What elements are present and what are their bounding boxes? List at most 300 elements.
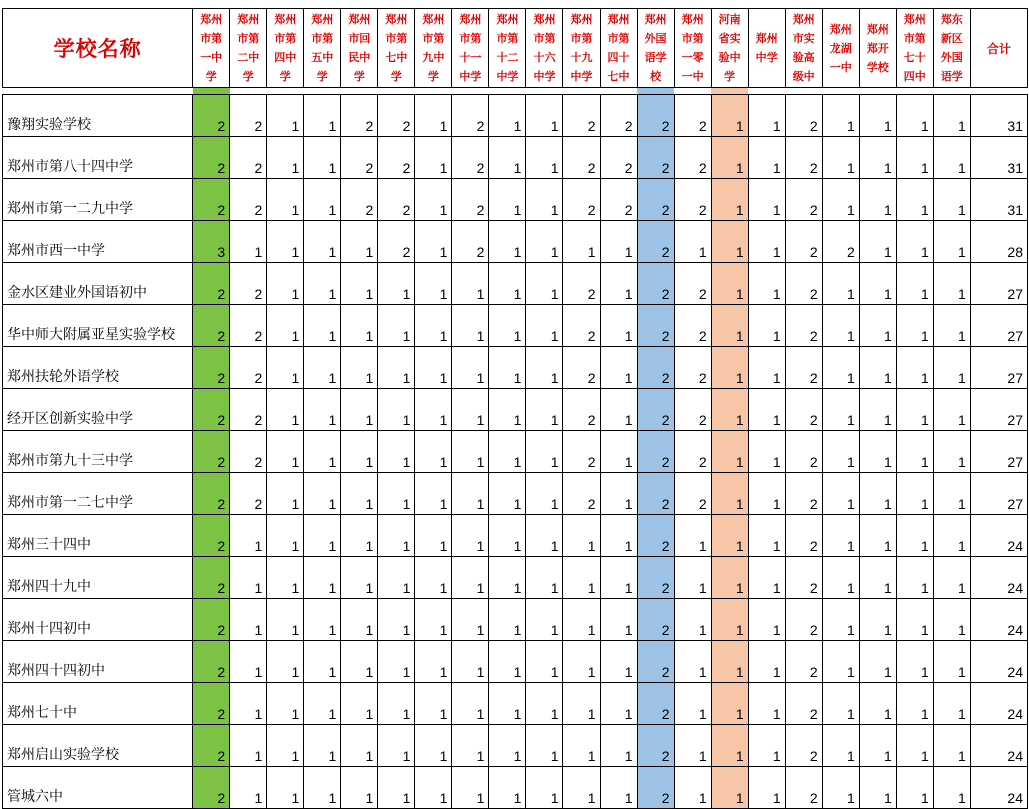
quota-cell[interactable]: 2 <box>378 179 415 221</box>
quota-cell[interactable]: 2 <box>637 683 674 725</box>
quota-cell[interactable]: 2 <box>341 179 378 221</box>
quota-cell[interactable]: 2 <box>674 137 711 179</box>
quota-cell[interactable]: 1 <box>674 557 711 599</box>
quota-cell[interactable]: 1 <box>600 263 637 305</box>
quota-cell[interactable]: 1 <box>563 599 600 641</box>
school-name-cell[interactable]: 郑州启山实验学校 <box>3 725 193 767</box>
quota-cell[interactable]: 1 <box>452 557 489 599</box>
quota-cell[interactable]: 1 <box>415 641 452 683</box>
quota-cell[interactable]: 2 <box>193 557 230 599</box>
quota-cell[interactable]: 2 <box>193 305 230 347</box>
quota-cell[interactable]: 2 <box>378 137 415 179</box>
total-column-header[interactable]: 合计 <box>970 9 1027 88</box>
quota-cell[interactable]: 2 <box>637 305 674 347</box>
quota-cell[interactable]: 2 <box>600 95 637 137</box>
quota-cell[interactable]: 1 <box>711 515 748 557</box>
quota-cell[interactable]: 1 <box>267 137 304 179</box>
quota-cell[interactable]: 1 <box>933 641 970 683</box>
quota-cell[interactable]: 2 <box>230 305 267 347</box>
quota-cell[interactable]: 2 <box>230 389 267 431</box>
quota-cell[interactable]: 1 <box>267 641 304 683</box>
quota-cell[interactable]: 1 <box>822 137 859 179</box>
quota-cell[interactable]: 1 <box>711 683 748 725</box>
quota-cell[interactable]: 1 <box>489 221 526 263</box>
quota-cell[interactable]: 2 <box>452 95 489 137</box>
quota-cell[interactable]: 1 <box>452 431 489 473</box>
quota-cell[interactable]: 1 <box>378 473 415 515</box>
quota-cell[interactable]: 1 <box>304 767 341 809</box>
quota-cell[interactable]: 2 <box>785 515 822 557</box>
quota-cell[interactable]: 1 <box>896 683 933 725</box>
quota-cell[interactable]: 1 <box>267 179 304 221</box>
quota-cell[interactable]: 1 <box>230 683 267 725</box>
quota-cell[interactable]: 1 <box>822 473 859 515</box>
quota-cell[interactable]: 1 <box>711 95 748 137</box>
quota-cell[interactable]: 2 <box>452 137 489 179</box>
total-cell[interactable]: 27 <box>970 305 1027 347</box>
quota-cell[interactable]: 1 <box>896 431 933 473</box>
quota-cell[interactable]: 1 <box>748 179 785 221</box>
quota-cell[interactable]: 1 <box>600 725 637 767</box>
quota-cell[interactable]: 1 <box>489 557 526 599</box>
school-name-cell[interactable]: 郑州四十四初中 <box>3 641 193 683</box>
quota-cell[interactable]: 1 <box>933 557 970 599</box>
quota-cell[interactable]: 2 <box>637 725 674 767</box>
quota-cell[interactable]: 1 <box>711 473 748 515</box>
quota-cell[interactable]: 2 <box>637 263 674 305</box>
column-header-school[interactable] <box>637 9 674 88</box>
quota-cell[interactable]: 1 <box>563 767 600 809</box>
column-header-school[interactable] <box>563 9 600 88</box>
quota-cell[interactable]: 2 <box>230 263 267 305</box>
quota-cell[interactable]: 1 <box>859 767 896 809</box>
quota-cell[interactable]: 1 <box>748 221 785 263</box>
quota-cell[interactable]: 2 <box>563 263 600 305</box>
quota-cell[interactable]: 1 <box>748 557 785 599</box>
quota-cell[interactable]: 2 <box>785 641 822 683</box>
quota-cell[interactable]: 1 <box>452 641 489 683</box>
quota-cell[interactable]: 1 <box>230 767 267 809</box>
quota-cell[interactable]: 1 <box>711 431 748 473</box>
quota-cell[interactable]: 2 <box>674 95 711 137</box>
quota-cell[interactable]: 2 <box>230 431 267 473</box>
quota-cell[interactable]: 1 <box>341 221 378 263</box>
quota-cell[interactable]: 1 <box>711 347 748 389</box>
school-name-cell[interactable]: 郑州市第一二九中学 <box>3 179 193 221</box>
quota-cell[interactable]: 1 <box>378 305 415 347</box>
total-cell[interactable]: 24 <box>970 557 1027 599</box>
quota-cell[interactable]: 1 <box>489 305 526 347</box>
quota-cell[interactable]: 2 <box>230 347 267 389</box>
quota-cell[interactable]: 1 <box>748 431 785 473</box>
quota-cell[interactable]: 1 <box>304 683 341 725</box>
school-name-cell[interactable]: 郑州市第九十三中学 <box>3 431 193 473</box>
quota-cell[interactable]: 2 <box>193 389 230 431</box>
quota-cell[interactable]: 1 <box>526 389 563 431</box>
quota-cell[interactable]: 1 <box>526 725 563 767</box>
quota-cell[interactable]: 1 <box>267 305 304 347</box>
column-header-school[interactable] <box>378 9 415 88</box>
quota-cell[interactable]: 1 <box>896 179 933 221</box>
column-header-school[interactable] <box>526 9 563 88</box>
quota-cell[interactable]: 1 <box>526 305 563 347</box>
quota-cell[interactable]: 2 <box>637 431 674 473</box>
quota-cell[interactable]: 2 <box>785 305 822 347</box>
quota-cell[interactable]: 1 <box>748 599 785 641</box>
quota-cell[interactable]: 1 <box>267 557 304 599</box>
quota-cell[interactable]: 1 <box>822 767 859 809</box>
quota-cell[interactable]: 1 <box>341 599 378 641</box>
quota-cell[interactable]: 1 <box>489 767 526 809</box>
quota-cell[interactable]: 1 <box>489 641 526 683</box>
quota-cell[interactable]: 2 <box>785 599 822 641</box>
quota-cell[interactable]: 1 <box>304 95 341 137</box>
quota-cell[interactable]: 2 <box>637 221 674 263</box>
quota-cell[interactable]: 1 <box>859 305 896 347</box>
quota-cell[interactable]: 1 <box>452 515 489 557</box>
quota-cell[interactable]: 2 <box>785 389 822 431</box>
quota-cell[interactable]: 1 <box>415 221 452 263</box>
quota-cell[interactable]: 1 <box>341 641 378 683</box>
quota-cell[interactable]: 1 <box>341 725 378 767</box>
quota-cell[interactable]: 2 <box>600 137 637 179</box>
quota-cell[interactable]: 1 <box>711 263 748 305</box>
quota-cell[interactable]: 1 <box>378 599 415 641</box>
quota-cell[interactable]: 1 <box>674 221 711 263</box>
quota-cell[interactable]: 1 <box>859 179 896 221</box>
quota-cell[interactable]: 1 <box>933 473 970 515</box>
quota-cell[interactable]: 1 <box>896 557 933 599</box>
quota-cell[interactable]: 1 <box>452 473 489 515</box>
quota-cell[interactable]: 1 <box>230 515 267 557</box>
quota-cell[interactable]: 1 <box>859 641 896 683</box>
total-cell[interactable]: 24 <box>970 599 1027 641</box>
quota-cell[interactable]: 1 <box>267 347 304 389</box>
school-name-cell[interactable]: 郑州七十中 <box>3 683 193 725</box>
school-name-cell[interactable]: 金水区建业外国语初中 <box>3 263 193 305</box>
quota-cell[interactable]: 1 <box>600 473 637 515</box>
quota-cell[interactable]: 2 <box>637 515 674 557</box>
quota-cell[interactable]: 1 <box>600 431 637 473</box>
quota-cell[interactable]: 2 <box>785 557 822 599</box>
quota-cell[interactable]: 1 <box>674 515 711 557</box>
quota-cell[interactable]: 1 <box>526 473 563 515</box>
quota-cell[interactable]: 1 <box>896 95 933 137</box>
quota-cell[interactable]: 2 <box>785 179 822 221</box>
quota-cell[interactable]: 1 <box>748 767 785 809</box>
quota-cell[interactable]: 2 <box>378 95 415 137</box>
quota-cell[interactable]: 2 <box>785 95 822 137</box>
school-name-cell[interactable]: 郑州四十九中 <box>3 557 193 599</box>
quota-cell[interactable]: 2 <box>637 557 674 599</box>
quota-cell[interactable]: 1 <box>711 557 748 599</box>
quota-cell[interactable]: 1 <box>933 95 970 137</box>
total-cell[interactable]: 27 <box>970 263 1027 305</box>
quota-cell[interactable]: 1 <box>304 557 341 599</box>
quota-cell[interactable]: 2 <box>563 389 600 431</box>
quota-cell[interactable]: 2 <box>563 179 600 221</box>
quota-cell[interactable]: 1 <box>267 431 304 473</box>
quota-cell[interactable]: 1 <box>378 263 415 305</box>
quota-cell[interactable]: 1 <box>489 95 526 137</box>
quota-cell[interactable]: 1 <box>711 305 748 347</box>
quota-cell[interactable]: 1 <box>896 641 933 683</box>
total-cell[interactable]: 24 <box>970 515 1027 557</box>
quota-cell[interactable]: 2 <box>600 179 637 221</box>
quota-cell[interactable]: 1 <box>415 95 452 137</box>
quota-cell[interactable]: 1 <box>711 179 748 221</box>
quota-cell[interactable]: 1 <box>748 137 785 179</box>
quota-cell[interactable]: 1 <box>304 725 341 767</box>
quota-cell[interactable]: 1 <box>304 263 341 305</box>
total-cell[interactable]: 31 <box>970 179 1027 221</box>
quota-cell[interactable]: 2 <box>637 389 674 431</box>
quota-cell[interactable]: 1 <box>896 473 933 515</box>
quota-cell[interactable]: 1 <box>933 725 970 767</box>
quota-cell[interactable]: 1 <box>822 557 859 599</box>
total-cell[interactable]: 31 <box>970 137 1027 179</box>
quota-cell[interactable]: 2 <box>822 221 859 263</box>
school-name-cell[interactable]: 郑州市第一二七中学 <box>3 473 193 515</box>
total-cell[interactable]: 28 <box>970 221 1027 263</box>
column-header-school[interactable] <box>711 9 748 88</box>
quota-cell[interactable]: 2 <box>193 137 230 179</box>
quota-cell[interactable]: 1 <box>822 389 859 431</box>
quota-cell[interactable]: 1 <box>822 263 859 305</box>
total-cell[interactable]: 31 <box>970 95 1027 137</box>
quota-cell[interactable]: 2 <box>193 641 230 683</box>
quota-cell[interactable]: 1 <box>526 263 563 305</box>
column-header-school[interactable] <box>785 9 822 88</box>
school-name-cell[interactable]: 豫翔实验学校 <box>3 95 193 137</box>
quota-cell[interactable]: 1 <box>600 515 637 557</box>
quota-cell[interactable]: 1 <box>933 599 970 641</box>
quota-cell[interactable]: 1 <box>267 599 304 641</box>
quota-cell[interactable]: 1 <box>452 347 489 389</box>
quota-cell[interactable]: 1 <box>489 389 526 431</box>
quota-cell[interactable]: 2 <box>193 263 230 305</box>
quota-cell[interactable]: 1 <box>415 557 452 599</box>
quota-cell[interactable]: 1 <box>341 515 378 557</box>
quota-cell[interactable]: 1 <box>600 221 637 263</box>
column-header-school[interactable] <box>896 9 933 88</box>
quota-cell[interactable]: 1 <box>489 515 526 557</box>
quota-cell[interactable]: 1 <box>267 515 304 557</box>
column-header-school[interactable] <box>304 9 341 88</box>
quota-cell[interactable]: 1 <box>822 179 859 221</box>
quota-cell[interactable]: 1 <box>822 431 859 473</box>
quota-cell[interactable]: 1 <box>674 767 711 809</box>
quota-cell[interactable]: 1 <box>526 137 563 179</box>
quota-cell[interactable]: 1 <box>489 725 526 767</box>
quota-cell[interactable]: 1 <box>415 767 452 809</box>
quota-cell[interactable]: 1 <box>415 515 452 557</box>
quota-cell[interactable]: 1 <box>600 557 637 599</box>
quota-cell[interactable]: 1 <box>526 641 563 683</box>
quota-cell[interactable]: 1 <box>415 389 452 431</box>
quota-cell[interactable]: 2 <box>637 347 674 389</box>
quota-cell[interactable]: 1 <box>378 641 415 683</box>
quota-cell[interactable]: 1 <box>748 473 785 515</box>
quota-cell[interactable]: 1 <box>674 725 711 767</box>
quota-cell[interactable]: 1 <box>859 473 896 515</box>
quota-cell[interactable]: 2 <box>230 179 267 221</box>
quota-cell[interactable]: 1 <box>304 347 341 389</box>
total-cell[interactable]: 27 <box>970 389 1027 431</box>
quota-cell[interactable]: 2 <box>785 347 822 389</box>
school-name-cell[interactable]: 郑州三十四中 <box>3 515 193 557</box>
column-header-school[interactable] <box>452 9 489 88</box>
quota-cell[interactable]: 1 <box>933 767 970 809</box>
quota-cell[interactable]: 1 <box>230 641 267 683</box>
quota-cell[interactable]: 1 <box>933 431 970 473</box>
quota-cell[interactable]: 1 <box>341 389 378 431</box>
quota-cell[interactable]: 2 <box>785 473 822 515</box>
quota-cell[interactable]: 1 <box>711 599 748 641</box>
quota-cell[interactable]: 1 <box>378 683 415 725</box>
quota-cell[interactable]: 1 <box>304 599 341 641</box>
quota-cell[interactable]: 1 <box>600 305 637 347</box>
quota-cell[interactable]: 1 <box>378 431 415 473</box>
quota-cell[interactable]: 1 <box>711 389 748 431</box>
quota-cell[interactable]: 1 <box>415 263 452 305</box>
quota-cell[interactable]: 1 <box>822 641 859 683</box>
quota-cell[interactable]: 1 <box>378 767 415 809</box>
quota-cell[interactable]: 2 <box>341 137 378 179</box>
total-cell[interactable]: 24 <box>970 683 1027 725</box>
quota-cell[interactable]: 3 <box>193 221 230 263</box>
quota-cell[interactable]: 1 <box>859 599 896 641</box>
quota-cell[interactable]: 1 <box>415 683 452 725</box>
quota-cell[interactable]: 1 <box>822 683 859 725</box>
quota-cell[interactable]: 2 <box>785 263 822 305</box>
quota-cell[interactable]: 1 <box>896 263 933 305</box>
quota-cell[interactable]: 2 <box>637 95 674 137</box>
quota-cell[interactable]: 1 <box>378 725 415 767</box>
quota-cell[interactable]: 1 <box>748 95 785 137</box>
quota-cell[interactable]: 1 <box>896 725 933 767</box>
quota-cell[interactable]: 1 <box>415 431 452 473</box>
quota-cell[interactable]: 1 <box>933 221 970 263</box>
column-header-school[interactable] <box>267 9 304 88</box>
quota-cell[interactable]: 1 <box>304 431 341 473</box>
quota-cell[interactable]: 1 <box>489 347 526 389</box>
quota-cell[interactable]: 1 <box>304 515 341 557</box>
quota-cell[interactable]: 1 <box>896 767 933 809</box>
quota-cell[interactable]: 1 <box>489 263 526 305</box>
quota-cell[interactable]: 2 <box>193 95 230 137</box>
quota-cell[interactable]: 1 <box>933 179 970 221</box>
quota-cell[interactable]: 1 <box>563 683 600 725</box>
quota-cell[interactable]: 1 <box>822 599 859 641</box>
quota-cell[interactable]: 2 <box>230 137 267 179</box>
quota-cell[interactable]: 1 <box>674 599 711 641</box>
quota-cell[interactable]: 2 <box>193 599 230 641</box>
school-name-cell[interactable]: 郑州市西一中学 <box>3 221 193 263</box>
column-header-school[interactable] <box>489 9 526 88</box>
quota-cell[interactable]: 1 <box>748 683 785 725</box>
column-header-school[interactable] <box>674 9 711 88</box>
quota-cell[interactable]: 1 <box>526 683 563 725</box>
column-header-school[interactable] <box>859 9 896 88</box>
quota-cell[interactable]: 1 <box>563 221 600 263</box>
quota-cell[interactable]: 1 <box>711 725 748 767</box>
quota-cell[interactable]: 1 <box>415 473 452 515</box>
quota-cell[interactable]: 1 <box>341 347 378 389</box>
quota-cell[interactable]: 2 <box>674 263 711 305</box>
quota-cell[interactable]: 1 <box>526 95 563 137</box>
school-name-header[interactable]: 学校名称 <box>3 9 193 88</box>
quota-cell[interactable]: 1 <box>563 641 600 683</box>
quota-cell[interactable]: 2 <box>785 431 822 473</box>
quota-cell[interactable]: 2 <box>637 473 674 515</box>
quota-cell[interactable]: 1 <box>859 557 896 599</box>
column-header-school[interactable] <box>748 9 785 88</box>
column-header-school[interactable] <box>933 9 970 88</box>
quota-cell[interactable]: 1 <box>896 599 933 641</box>
quota-cell[interactable]: 1 <box>304 137 341 179</box>
school-name-cell[interactable]: 郑州十四初中 <box>3 599 193 641</box>
quota-cell[interactable]: 1 <box>822 725 859 767</box>
quota-cell[interactable]: 1 <box>341 305 378 347</box>
quota-cell[interactable]: 1 <box>748 515 785 557</box>
quota-cell[interactable]: 1 <box>378 515 415 557</box>
quota-cell[interactable]: 1 <box>896 221 933 263</box>
quota-cell[interactable]: 1 <box>378 557 415 599</box>
quota-cell[interactable]: 2 <box>378 221 415 263</box>
quota-cell[interactable]: 1 <box>415 137 452 179</box>
quota-cell[interactable]: 2 <box>193 473 230 515</box>
total-cell[interactable]: 27 <box>970 431 1027 473</box>
quota-cell[interactable]: 1 <box>748 305 785 347</box>
quota-cell[interactable]: 2 <box>674 389 711 431</box>
quota-cell[interactable]: 1 <box>896 347 933 389</box>
school-name-cell[interactable]: 经开区创新实验中学 <box>3 389 193 431</box>
quota-cell[interactable]: 1 <box>452 599 489 641</box>
quota-cell[interactable]: 1 <box>711 767 748 809</box>
quota-cell[interactable]: 2 <box>674 431 711 473</box>
quota-cell[interactable]: 1 <box>933 305 970 347</box>
total-cell[interactable]: 27 <box>970 347 1027 389</box>
quota-cell[interactable]: 1 <box>748 263 785 305</box>
quota-cell[interactable]: 1 <box>711 221 748 263</box>
quota-cell[interactable]: 1 <box>600 347 637 389</box>
quota-cell[interactable]: 1 <box>267 389 304 431</box>
quota-cell[interactable]: 1 <box>267 473 304 515</box>
quota-cell[interactable]: 1 <box>822 95 859 137</box>
total-cell[interactable]: 24 <box>970 641 1027 683</box>
quota-cell[interactable]: 2 <box>785 767 822 809</box>
quota-cell[interactable]: 2 <box>637 137 674 179</box>
quota-cell[interactable]: 2 <box>637 179 674 221</box>
quota-cell[interactable]: 1 <box>822 515 859 557</box>
quota-cell[interactable]: 1 <box>415 347 452 389</box>
quota-cell[interactable]: 1 <box>489 599 526 641</box>
quota-cell[interactable]: 1 <box>859 725 896 767</box>
total-cell[interactable]: 24 <box>970 725 1027 767</box>
quota-cell[interactable]: 1 <box>896 389 933 431</box>
quota-cell[interactable]: 1 <box>267 95 304 137</box>
quota-cell[interactable]: 1 <box>452 263 489 305</box>
quota-cell[interactable]: 1 <box>341 683 378 725</box>
quota-cell[interactable]: 2 <box>230 473 267 515</box>
quota-cell[interactable]: 2 <box>193 683 230 725</box>
quota-cell[interactable]: 2 <box>452 221 489 263</box>
quota-cell[interactable]: 1 <box>933 389 970 431</box>
quota-cell[interactable]: 2 <box>785 683 822 725</box>
quota-cell[interactable]: 1 <box>859 95 896 137</box>
quota-cell[interactable]: 1 <box>304 179 341 221</box>
